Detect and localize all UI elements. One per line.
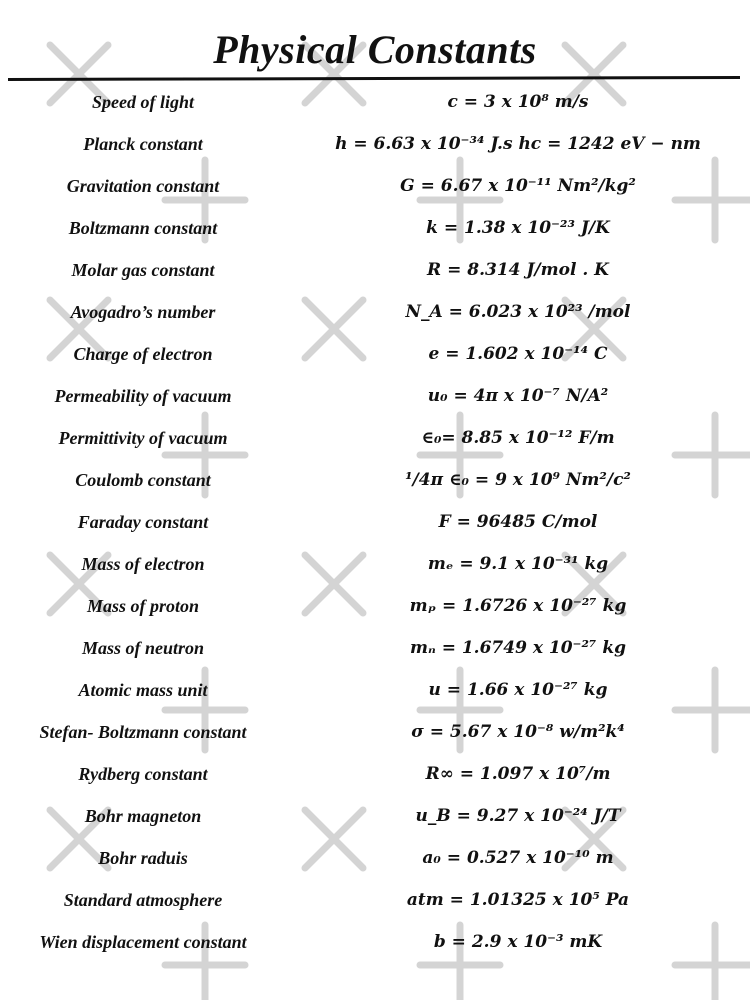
constant-name: Bohr raduis [98,848,188,868]
table-row [0,336,750,378]
constant-name: Mass of proton [86,596,200,616]
constant-name: Coulomb constant [75,470,211,490]
constant-value: σ = 5.67 x 10⁻⁸ w/m²k⁴ [411,722,625,742]
constant-value: F = 96485 C/mol [438,512,598,532]
table-row [0,294,750,336]
table-row [0,630,750,672]
constant-name: Boltzmann constant [68,218,218,238]
table-row [0,882,750,924]
table-row [0,252,750,294]
table-row [0,84,750,126]
constant-name: Standard atmosphere [63,890,223,910]
constant-name: Avogadro’s number [70,302,216,322]
constant-value: b = 2.9 x 10⁻³ mK [433,932,603,952]
constant-name: Mass of electron [81,554,205,574]
constant-value: e = 1.602 x 10⁻¹⁴ C [428,344,608,364]
table-row [0,588,750,630]
table-row [0,210,750,252]
constant-value: a₀ = 0.527 x 10⁻¹⁰ m [422,848,614,868]
table-row [0,168,750,210]
constant-value: h = 6.63 x 10⁻³⁴ J.s hc = 1242 eV − nm [335,134,701,154]
constant-name: Rydberg constant [78,764,208,784]
table-row [0,462,750,504]
constant-value: mₙ = 1.6749 x 10⁻²⁷ kg [410,638,626,658]
constant-value: u₀ = 4π x 10⁻⁷ N/A² [427,386,609,406]
constant-name: Planck constant [83,134,203,154]
constant-name: Faraday constant [77,512,209,532]
constant-value: R∞ = 1.097 x 10⁷/m [425,764,611,784]
constant-value: atm = 1.01325 x 10⁵ Pa [406,890,630,910]
constant-name: Wien displacement constant [39,932,247,952]
table-row [0,798,750,840]
constant-value: mₚ = 1.6726 x 10⁻²⁷ kg [409,596,627,616]
constant-name: Permeability of vacuum [54,386,232,406]
table-row [0,126,750,168]
constant-name: Bohr magneton [84,806,202,826]
constant-name: Permittivity of vacuum [58,428,228,448]
constant-value: u = 1.66 x 10⁻²⁷ kg [428,680,608,700]
constant-value: mₑ = 9.1 x 10⁻³¹ kg [427,554,609,574]
constant-name: Atomic mass unit [78,680,208,700]
constant-value: G = 6.67 x 10⁻¹¹ Nm²/kg² [400,176,636,196]
constant-name: Mass of neutron [81,638,205,658]
constant-value: ∈₀= 8.85 x 10⁻¹² F/m [421,428,615,448]
table-row [0,672,750,714]
table-row [0,714,750,756]
constant-value: ¹/4π ∈₀ = 9 x 10⁹ Nm²/c² [405,470,631,490]
constant-name: Charge of electron [73,344,213,364]
constant-name: Stefan- Boltzmann constant [39,722,247,742]
constant-name: Speed of light [92,92,194,112]
constant-name: Gravitation constant [66,176,220,196]
constant-value: k = 1.38 x 10⁻²³ J/K [426,218,610,238]
constant-value: c = 3 x 10⁸ m/s [447,92,589,112]
table-row [0,546,750,588]
table-row [0,420,750,462]
constant-value: R = 8.314 J/mol . K [427,260,609,280]
constant-name: Molar gas constant [71,260,215,280]
table-row [0,924,750,966]
table-row [0,504,750,546]
constant-value: N_A = 6.023 x 10²³ /mol [405,302,631,322]
page-title: Physical Constants [213,27,537,72]
table-row [0,840,750,882]
table-row [0,378,750,420]
constant-value: u_B = 9.27 x 10⁻²⁴ J/T [415,806,621,826]
constants-table [0,84,750,966]
table-row [0,756,750,798]
